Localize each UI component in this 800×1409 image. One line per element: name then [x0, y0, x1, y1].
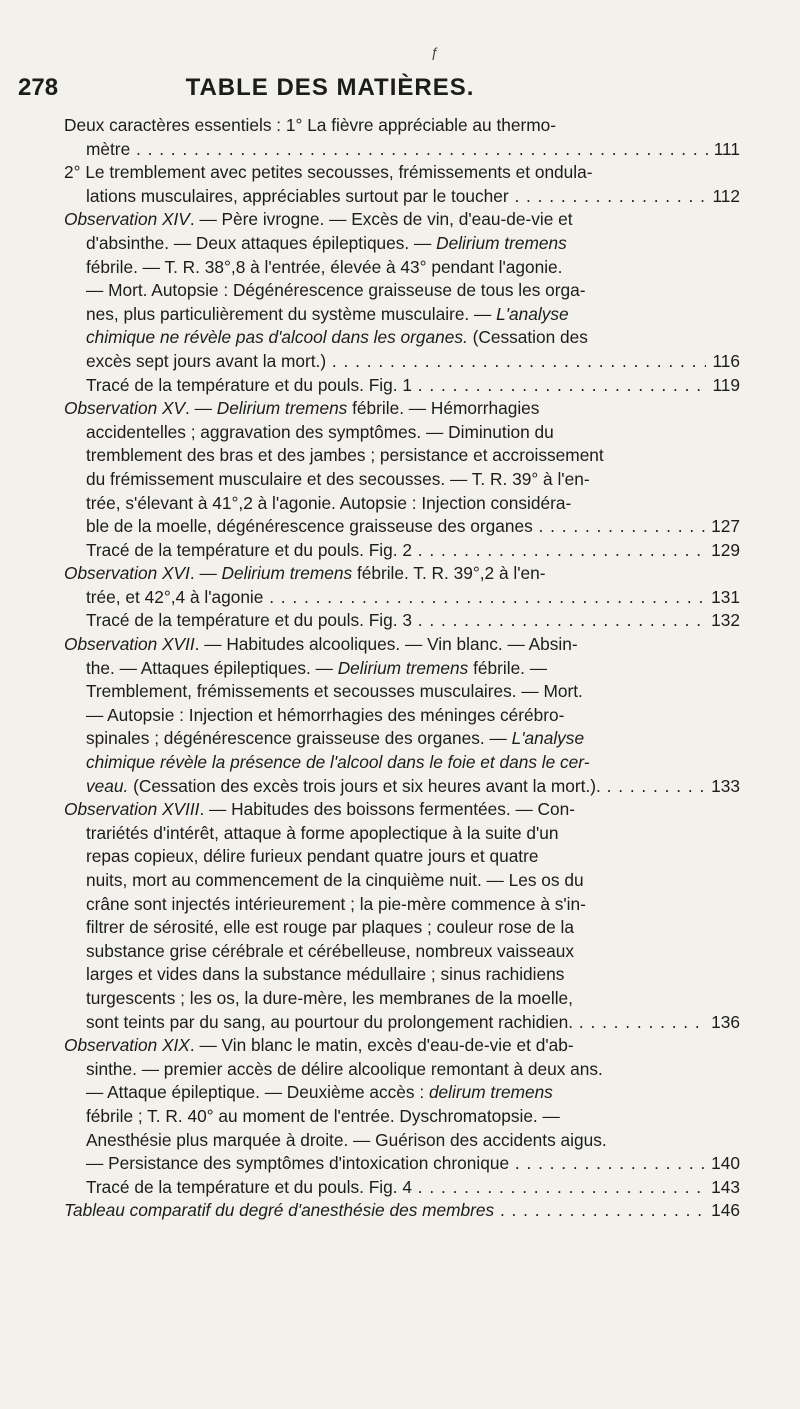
ink-speck: ƒ [431, 44, 439, 60]
toc-entry-line: chimique ne révèle pas d'alcool dans les organes. (Cessation des [86, 327, 588, 348]
toc-entry-line: Observation XVIII. — Habitudes des boissons fermentées. — Con- [64, 799, 576, 820]
toc-entry [64, 1034, 740, 1176]
toc-entry-line: spinales ; dégénérescence graisseuse des organes. — L'analyse [86, 728, 585, 749]
toc-entry-line [64, 609, 740, 633]
toc-entry-text: sont teints par du sang, au pourtour du prolongement rachidien. [86, 1011, 574, 1032]
toc-entry-line: Observation XVII. — Habitudes alcooliques. — Vin blanc. — Absin- [64, 634, 578, 655]
toc-entry-line: sinthe. — premier accès de délire alcoolique remontant à deux ans. [86, 1058, 603, 1079]
dot-leader [412, 610, 740, 630]
toc-entry-line [64, 374, 740, 398]
toc-entry [64, 633, 740, 798]
toc-entry-line [64, 138, 740, 162]
toc-figure-entry [64, 1176, 740, 1200]
toc-entry-text: lations musculaires, appréciables surtout par le toucher [86, 185, 509, 206]
toc-entry-line: Observation XIV. — Père ivrogne. — Excès de vin, d'eau-de-vie et [64, 209, 573, 230]
dot-leader [412, 375, 740, 395]
toc-entry-line: fébrile ; T. R. 40° au moment de l'entrée. Dyschromatopsie. — [86, 1105, 560, 1126]
toc-page-number: 129 [705, 539, 740, 563]
toc-entry-line: Deux caractères essentiels : 1° La fièvre appréciable au thermo- [64, 115, 556, 135]
toc-entry-line: accidentelles ; aggravation des symptômes. — Diminution du [86, 421, 554, 442]
toc-entry-line [64, 539, 740, 563]
running-head: TABLE DES MATIÈRES. [185, 74, 475, 101]
toc-entry-text: veau. (Cessation des excès trois jours et six heures avant la mort.). [86, 775, 601, 796]
dot-leader [326, 351, 740, 371]
toc-entry-text: Tableau comparatif du degré d'anesthésie des membres [64, 1200, 495, 1221]
toc-entry-line: Observation XV. — Delirium tremens fébrile. — Hémorrhagies [64, 398, 540, 419]
dot-leader [263, 587, 740, 607]
toc-entry [64, 397, 740, 539]
toc-entry-line: d'absinthe. — Deux attaques épileptiques. — Delirium tremens [86, 232, 567, 253]
toc-entry-line: filtrer de sérosité, elle est rouge par plaques ; couleur rose de la [86, 917, 574, 938]
toc-entry-line: chimique révèle la présence de l'alcool dans le foie et dans le cer- [86, 752, 590, 773]
toc-entry-line: Anesthésie plus marquée à droite. — Guérison des accidents aigus. [86, 1129, 607, 1150]
toc-entry-line [64, 1011, 740, 1035]
toc-entry [64, 208, 740, 373]
toc-page-number: 140 [705, 1152, 740, 1176]
toc-entry [64, 562, 740, 609]
toc-page-number: 127 [705, 515, 740, 539]
toc-entry-line: du frémissement musculaire et des secousses. — T. R. 39° à l'en- [86, 468, 590, 489]
toc-entry-line [64, 586, 740, 610]
toc-entry [64, 1199, 740, 1223]
toc-entry-text: Tracé de la température et du pouls. Fig. 2 [86, 539, 412, 560]
toc-page-number: 111 [708, 138, 740, 162]
toc-entry-line [64, 185, 740, 209]
dot-leader [412, 1177, 740, 1197]
toc-entry-text: trée, et 42°,4 à l'agonie [86, 586, 264, 607]
toc-page-number: 143 [705, 1176, 740, 1200]
toc-entry-line [64, 1199, 740, 1223]
toc-entry-line [64, 1152, 740, 1176]
toc-figure-entry [64, 539, 740, 563]
toc-entry-line: repas copieux, délire furieux pendant quatre jours et quatre [86, 846, 539, 867]
toc-entry-line: 2° Le tremblement avec petites secousses, frémissements et ondula- [64, 162, 593, 183]
toc-entry-line: nes, plus particulièrement du système musculaire. — L'analyse [86, 303, 569, 324]
dot-leader [509, 186, 740, 206]
toc-page-number: 119 [706, 374, 740, 398]
dot-leader [412, 540, 740, 560]
toc-entry-line: substance grise cérébrale et cérébelleuse, nombreux vaisseaux [86, 940, 574, 961]
toc-entry-line: — Mort. Autopsie : Dégénérescence graisseuse de tous les orga- [86, 280, 586, 301]
toc-entry-line: nuits, mort au commencement de la cinquième nuit. — Les os du [86, 870, 584, 890]
toc-page-number: 132 [705, 609, 740, 633]
toc-page-number: 136 [705, 1011, 740, 1035]
toc-entry [64, 798, 740, 1034]
toc-page-number: 146 [705, 1199, 740, 1223]
toc-page-number: 116 [706, 350, 740, 374]
toc-figure-entry [64, 374, 740, 398]
toc-entry-text: ble de la moelle, dégénérescence graisseuse des organes [86, 516, 533, 537]
toc-entry-line: larges et vides dans la substance médullaire ; sinus rachidiens [86, 964, 565, 985]
toc-entry-line: tremblement des bras et des jambes ; persistance et accroissement [86, 445, 604, 466]
page-header [18, 74, 698, 114]
toc-entry-line: fébrile. — T. R. 38°,8 à l'entrée, élevée à 43° pendant l'agonie. [86, 256, 563, 277]
toc-page-number: 131 [705, 586, 740, 610]
toc-entry-line [64, 1176, 740, 1200]
toc-entry [64, 161, 740, 208]
toc-entry-line: — Attaque épileptique. — Deuxième accès : delirum tremens [86, 1082, 553, 1103]
toc-entry-text: excès sept jours avant la mort.) [86, 350, 327, 371]
toc-entry-line: Observation XIX. — Vin blanc le matin, excès d'eau-de-vie et d'ab- [64, 1035, 574, 1056]
toc-entry-line: crâne sont injectés intérieurement ; la pie-mère commence à s'in- [86, 893, 586, 914]
dot-leader [494, 1200, 740, 1220]
toc-entry-line: trariétés d'intérêt, attaque à forme apoplectique à la suite d'un [86, 822, 559, 843]
toc-page-number: 112 [706, 185, 740, 209]
toc-entry-text: Tracé de la température et du pouls. Fig. 4 [86, 1176, 412, 1197]
toc-entry-line: — Autopsie : Injection et hémorrhagies des méninges cérébro- [86, 704, 565, 725]
toc-entry [64, 114, 740, 161]
toc-entry-text: mètre [86, 138, 131, 159]
toc-entry-line: trée, s'élevant à 41°,2 à l'agonie. Autopsie : Injection considéra- [86, 492, 572, 513]
dot-leader [130, 139, 740, 159]
toc-entry-line [64, 515, 740, 539]
toc-entry-line [64, 775, 740, 799]
toc-entry-line: Observation XVI. — Delirium tremens fébrile. T. R. 39°,2 à l'en- [64, 563, 546, 584]
toc-entry-text: — Persistance des symptômes d'intoxication chronique [86, 1153, 510, 1174]
toc-figure-entry [64, 609, 740, 633]
toc-entry-line: Tremblement, frémissements et secousses musculaires. — Mort. [86, 681, 583, 702]
toc-entry-text: Tracé de la température et du pouls. Fig. 1 [86, 374, 412, 395]
toc-entry-line: the. — Attaques épileptiques. — Delirium tremens fébrile. — [86, 657, 548, 678]
table-of-contents [64, 114, 740, 1223]
toc-entry-text: Tracé de la température et du pouls. Fig. 3 [86, 610, 412, 631]
page-number: 278 [18, 74, 59, 101]
toc-entry-line: turgescents ; les os, la dure-mère, les membranes de la moelle, [86, 987, 573, 1008]
toc-page-number: 133 [705, 775, 740, 799]
toc-entry-line [64, 350, 740, 374]
